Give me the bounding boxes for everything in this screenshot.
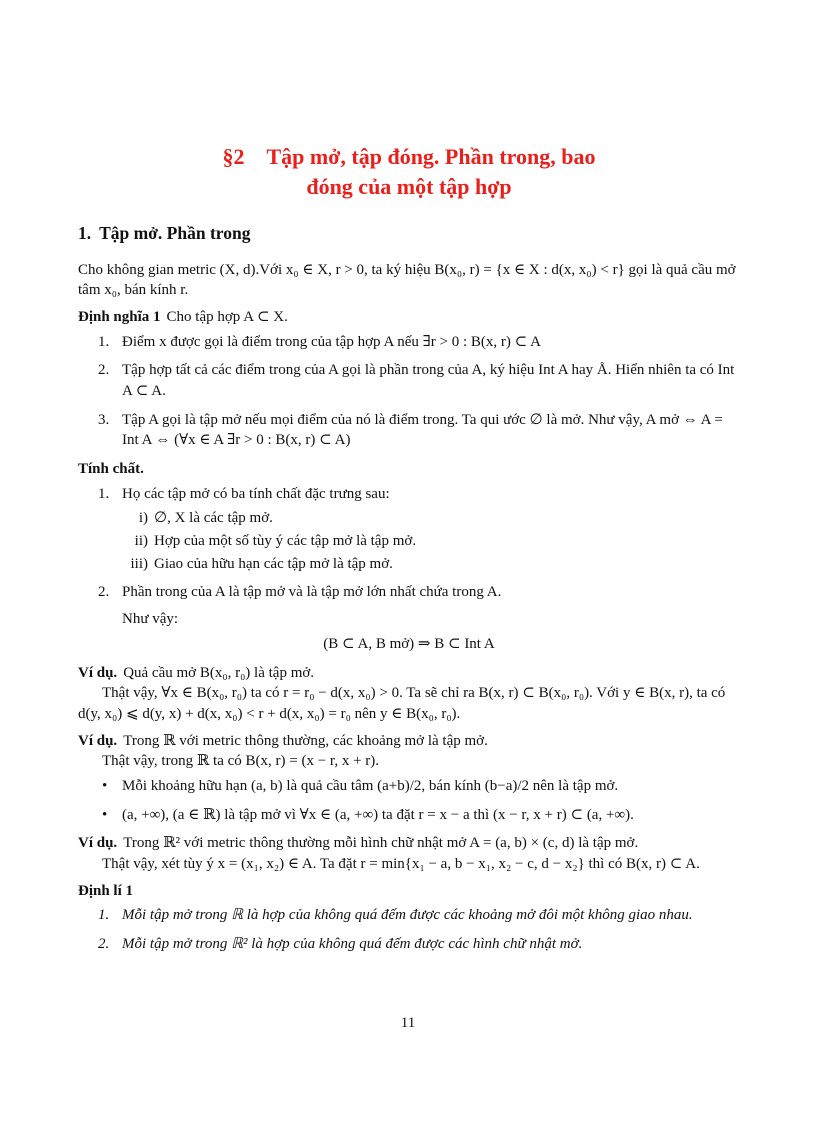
example-label: Ví dụ. xyxy=(78,835,118,852)
example-3 xyxy=(78,833,740,874)
list-item xyxy=(78,484,740,575)
example-text: Quả cầu mở B(x₀, r₀) là tập mở. xyxy=(123,664,315,681)
subsection-number: 1. xyxy=(78,223,92,244)
properties-sublist xyxy=(78,508,740,574)
definition-1 xyxy=(78,307,740,451)
theorem-1 xyxy=(78,881,740,955)
sublist-number: i) xyxy=(138,510,148,527)
sublist-item-text: ∅, X là các tập mở. xyxy=(154,510,273,527)
list-number: 3. xyxy=(98,411,110,428)
subsection-title: Tập mở. Phần trong xyxy=(99,223,251,244)
list-item-text: Mỗi tập mở trong ℝ là hợp của không quá đếm được các khoảng mở đôi một không giao nhau. xyxy=(122,907,693,924)
definition-text: Cho tập hợp A ⊂ X. xyxy=(166,308,288,325)
list-number: 1. xyxy=(98,485,110,502)
properties-formula: (B ⊂ A, B mở) ⇒ B ⊂ Int A xyxy=(323,635,495,652)
bullet-icon: • xyxy=(102,806,108,823)
properties xyxy=(78,459,740,655)
subsection-heading xyxy=(78,221,740,245)
section-number: §2 xyxy=(222,144,245,169)
properties-list xyxy=(78,484,740,655)
example-2 xyxy=(78,731,740,826)
theorem-list xyxy=(78,905,740,954)
page-number: 11 xyxy=(400,1015,416,1031)
list-number: 1. xyxy=(98,907,110,924)
example-proof: Thật vậy, ∀x ∈ B(x₀, r₀) ta có r = r₀ − d(x, x₀) > 0. Ta sẽ chỉ ra B(x, r) ⊂ B(x₀, r₀). Với y ∈ B(x, r), ta có d(y, x₀) ⩽ d(y, x) + d(x, x₀) < r + d(x, x₀) = r₀ nên y ∈ B(x₀, r₀). xyxy=(78,685,726,722)
bullet-item xyxy=(78,776,740,797)
definition-label: Định nghĩa 1 xyxy=(78,308,161,325)
sublist-number: ii) xyxy=(134,533,148,550)
example-bullets xyxy=(78,776,740,825)
sublist-item xyxy=(78,531,740,552)
example-proof: Thật vậy, trong ℝ ta có B(x, r) = (x − r, x + r). xyxy=(102,753,380,770)
theorem-label: Định lí 1 xyxy=(78,882,134,899)
sublist-number: iii) xyxy=(130,555,148,572)
section-title-line2: đóng của một tập hợp xyxy=(306,173,512,199)
list-item xyxy=(78,332,740,353)
content xyxy=(78,142,740,963)
sublist-item xyxy=(78,508,740,529)
list-number: 2. xyxy=(98,936,110,953)
list-item-text: Tập hợp tất cả các điểm trong của A gọi là phần trong của A, ký hiệu Int A hay Å. Hiển nhiên ta có Int A ⊂ A. xyxy=(122,362,735,399)
list-item xyxy=(78,582,740,654)
bullet-item xyxy=(78,805,740,826)
list-number: 2. xyxy=(98,362,110,379)
list-item xyxy=(78,360,740,401)
example-text: Trong ℝ² với metric thông thường mỗi hình chữ nhật mở A = (a, b) × (c, d) là tập mở. xyxy=(123,835,639,852)
bullet-text: Mỗi khoảng hữu hạn (a, b) là quả cầu tâm (a+b)/2, bán kính (b−a)/2 nên là tập mở. xyxy=(122,777,619,794)
list-item-text: Điểm x được gọi là điểm trong của tập hợp A nếu ∃r > 0 : B(x, r) ⊂ A xyxy=(122,333,541,350)
list-item-text: Tập A gọi là tập mở nếu mọi điểm của nó là điểm trong. Ta qui ước ∅ là mở. Như vậy, A mở ⇔ A = Int A ⇔ (∀x ∈ A ∃r > 0 : B(x, r) ⊂ A) xyxy=(122,411,723,449)
example-text: Trong ℝ với metric thông thường, các khoảng mở là tập mở. xyxy=(123,732,488,749)
list-item-text: Họ các tập mở có ba tính chất đặc trưng sau: xyxy=(122,485,390,502)
section-title-line1: Tập mở, tập đóng. Phần trong, bao xyxy=(266,144,596,169)
list-item xyxy=(78,905,740,926)
section-title xyxy=(78,142,740,201)
bullet-text: (a, +∞), (a ∈ ℝ) là tập mở vì ∀x ∈ (a, +∞) ta đặt r = x − a thì (x − r, x + r) ⊂ (a, +∞). xyxy=(122,806,634,823)
list-item-text: Phần trong của A là tập mở và là tập mở lớn nhất chứa trong A. xyxy=(122,584,502,601)
list-item xyxy=(78,410,740,451)
sublist-item xyxy=(78,554,740,575)
properties-label: Tính chất. xyxy=(78,461,144,478)
list-item xyxy=(78,934,740,955)
sublist-item-text: Hợp của một số tùy ý các tập mở là tập mở. xyxy=(154,533,417,550)
properties-note: Như vậy: xyxy=(122,611,179,628)
definition-list xyxy=(78,332,740,451)
example-1 xyxy=(78,663,740,725)
bullet-icon: • xyxy=(102,777,108,794)
sublist-item-text: Giao của hữu hạn các tập mở là tập mở. xyxy=(154,555,393,572)
example-label: Ví dụ. xyxy=(78,732,118,749)
list-number: 2. xyxy=(98,584,110,601)
list-item-text: Mỗi tập mở trong ℝ² là hợp của không quá đếm được các hình chữ nhật mở. xyxy=(122,936,583,953)
list-number: 1. xyxy=(98,333,110,350)
intro-paragraph: Cho không gian metric (X, d).Với x₀ ∈ X, r > 0, ta ký hiệu B(x₀, r) = {x ∈ X : d(x, x₀) < r} gọi là quả cầu mở tâm x₀, bán kính r. xyxy=(78,261,736,299)
example-label: Ví dụ. xyxy=(78,664,118,681)
example-proof: Thật vậy, xét tùy ý x = (x₁, x₂) ∈ A. Ta đặt r = min{x₁ − a, b − x₁, x₂ − c, d − x₂} thì có B(x, r) ⊂ A. xyxy=(102,856,700,873)
